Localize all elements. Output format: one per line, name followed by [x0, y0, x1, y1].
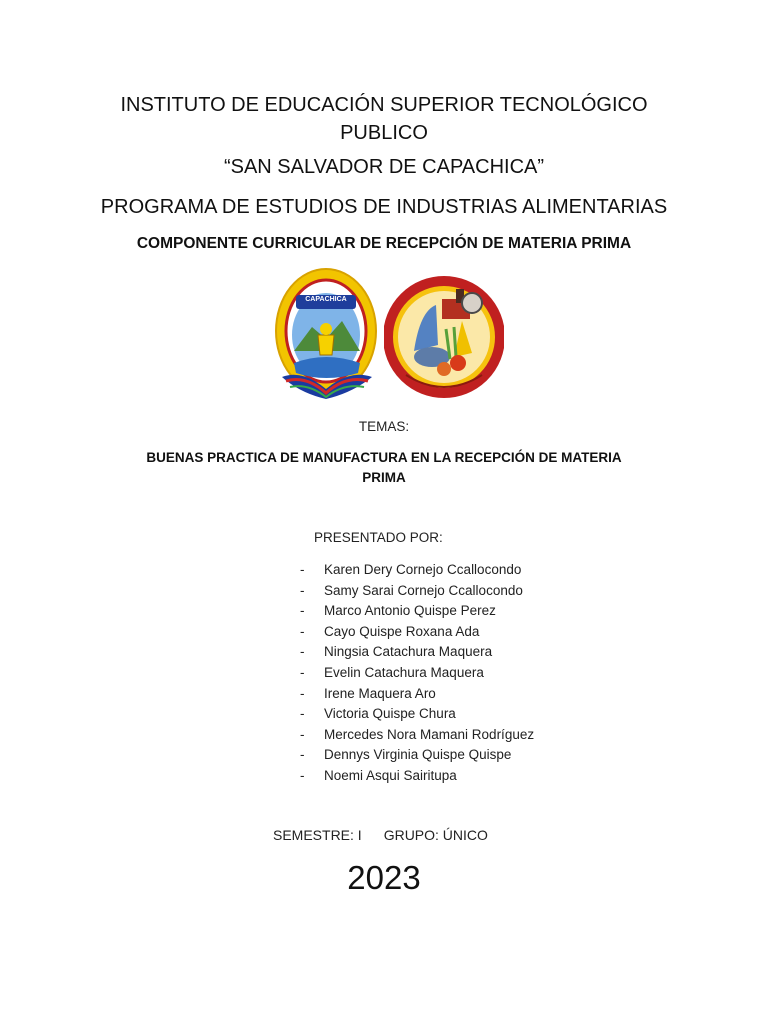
bullet: -	[300, 767, 305, 783]
members-list	[300, 560, 534, 787]
bullet: -	[300, 603, 305, 619]
temas-label: TEMAS:	[358, 419, 410, 434]
year: 2023	[347, 859, 421, 896]
member-name: Noemi Asqui Sairitupa	[324, 767, 457, 783]
topic-line2: PRIMA	[362, 470, 406, 485]
member-name: Karen Dery Cornejo Ccallocondo	[324, 562, 522, 577]
food-industry-emblem-icon	[384, 265, 504, 405]
member-name: Evelin Catachura Maquera	[324, 664, 484, 680]
list-item	[300, 766, 534, 787]
institute-title-line1: INSTITUTO DE EDUCACIÓN SUPERIOR TECNOLÓGICO	[120, 94, 648, 116]
list-item	[300, 684, 534, 705]
member-name: Irene Maquera Aro	[324, 685, 436, 701]
bullet: -	[300, 623, 305, 639]
semester-label: SEMESTRE: I	[273, 827, 362, 843]
institute-emblem-icon	[272, 265, 384, 405]
group-label: GRUPO: ÚNICO	[383, 827, 488, 843]
bullet: -	[300, 685, 305, 701]
list-item	[300, 581, 534, 602]
institute-title	[0, 91, 768, 147]
list-item	[300, 622, 534, 643]
list-item	[300, 725, 534, 746]
member-name: Cayo Quispe Roxana Ada	[324, 623, 480, 639]
member-name: Ningsia Catachura Maquera	[324, 644, 493, 660]
bullet: -	[300, 582, 305, 598]
logos	[272, 265, 504, 405]
program-title: PROGRAMA DE ESTUDIOS DE INDUSTRIAS ALIMENTARIAS	[100, 196, 668, 218]
bullet: -	[300, 664, 305, 680]
member-name: Dennys Virginia Quispe Quispe	[324, 747, 512, 763]
topic-title	[110, 448, 658, 488]
institute-name: “SAN SALVADOR DE CAPACHICA”	[223, 156, 545, 178]
emblem-caption: CAPACHICA	[305, 296, 347, 303]
list-item	[300, 560, 534, 581]
bullet: -	[300, 644, 305, 660]
list-item	[300, 745, 534, 766]
bullet: -	[300, 706, 305, 722]
member-name: Mercedes Nora Mamani Rodríguez	[324, 726, 535, 742]
component-title: COMPONENTE CURRICULAR DE RECEPCIÓN DE MATERIA PRIMA	[136, 235, 632, 252]
list-item	[300, 642, 534, 663]
presented-by-label: PRESENTADO POR:	[314, 530, 443, 545]
member-name: Samy Sarai Cornejo Ccallocondo	[324, 582, 523, 598]
list-item	[300, 601, 534, 622]
bullet: -	[300, 562, 305, 577]
bullet: -	[300, 747, 305, 763]
bullet: -	[300, 726, 305, 742]
list-item	[300, 704, 534, 725]
list-item	[300, 663, 534, 684]
semester-group-line	[273, 827, 488, 843]
member-name: Marco Antonio Quispe Perez	[324, 603, 496, 619]
topic-line1: BUENAS PRACTICA DE MANUFACTURA EN LA RECEPCIÓN DE MATERIA	[146, 450, 622, 465]
member-name: Victoria Quispe Chura	[324, 706, 456, 722]
institute-title-line2: PUBLICO	[340, 122, 428, 144]
